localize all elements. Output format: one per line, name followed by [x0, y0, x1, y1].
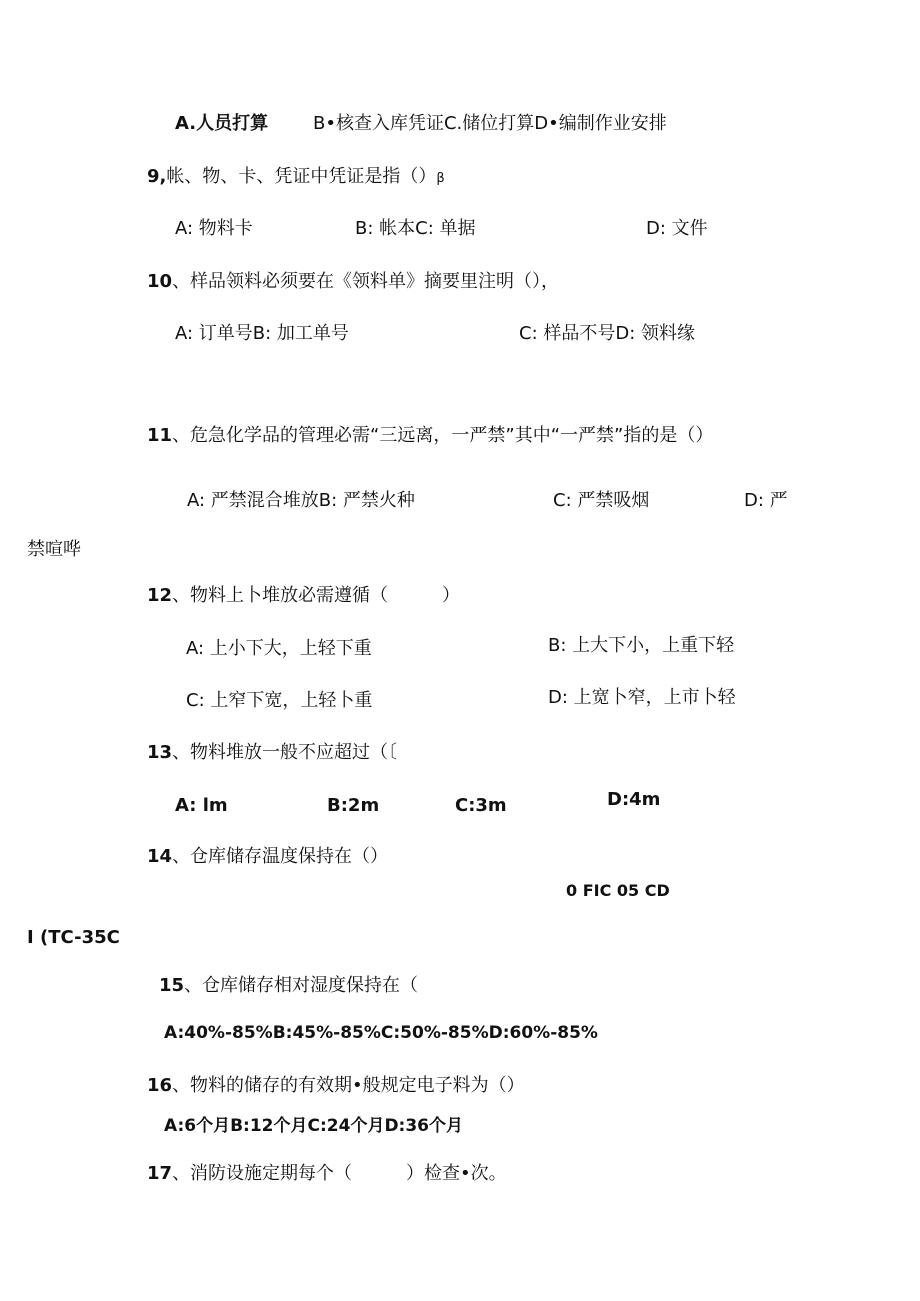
- q8-options-row-2: [313, 112, 667, 136]
- q13-text: 、物料堆放一般不应超过（〔: [172, 742, 398, 763]
- q11-number: 11: [147, 425, 173, 446]
- q10-option-a: A: 订单号: [175, 323, 253, 344]
- q13-number: 13: [147, 742, 173, 763]
- q13-option-a: A: lm: [175, 795, 228, 816]
- q17-number: 17: [147, 1163, 173, 1184]
- q12-question: [147, 584, 460, 608]
- q9-option-d: D: 文件: [646, 218, 708, 239]
- q13-question: [147, 741, 397, 765]
- q8-options-row: [175, 112, 268, 136]
- q10-number: 10: [147, 271, 173, 292]
- q14-cut-text-inner: 0 FIC 05 CD: [566, 881, 670, 900]
- q11-option-b: B: 严禁火种: [318, 490, 415, 511]
- q14-question: [147, 845, 388, 869]
- q13-option-c: C:3m: [455, 795, 507, 816]
- q16-number: 16: [147, 1075, 173, 1096]
- q12-number: 12: [147, 585, 173, 606]
- q14-answer: I (TC-35C: [27, 927, 120, 948]
- q9-text: 帐、物、卡、凭证中凭证是指（）: [166, 166, 437, 187]
- q10-option-d: D: 领料缘: [615, 323, 696, 344]
- q9-options-bc: [355, 217, 476, 241]
- q14-number: 14: [147, 846, 173, 867]
- q17-question: [147, 1162, 507, 1186]
- q15-question: [159, 974, 418, 994]
- q13-option-d: D:4m: [607, 789, 661, 810]
- q9-option-a: A: 物料卡: [175, 218, 253, 239]
- q10-option-c: C: 样品不号: [519, 323, 616, 344]
- q11-text: 、危急化学品的管理必需“三远离，一严禁”其中“一严禁”指的是（）: [172, 425, 714, 446]
- q14-cut-text: [566, 881, 670, 900]
- q8-option-d: D•编制作业安排: [534, 113, 667, 134]
- q12-text: 、物料上卜堆放必需遵循（ ）: [172, 585, 461, 606]
- q12-option-b: B: 上大下小，上重下轻: [548, 635, 735, 656]
- q9-option-b: B: 帐本: [355, 218, 416, 239]
- q9-option-c: C: 单据: [415, 218, 476, 239]
- q15-options: A:40%-85%B:45%-85%C:50%-85%D:60%-85%: [164, 1023, 598, 1043]
- q11-options-ab: [187, 489, 415, 513]
- q10-option-b: B: 加工单号: [252, 323, 349, 344]
- q10-text: 、样品领料必须要在《领料单》摘要里注明（），: [172, 271, 560, 292]
- q8-option-a: A.人员打算: [175, 113, 269, 134]
- q15-number: 15: [159, 975, 185, 996]
- q12-option-a: A: 上小下大，上轻下重: [186, 638, 372, 659]
- q11-option-d: D: 严: [744, 490, 788, 511]
- q9-suffix: β: [436, 171, 445, 186]
- q16-question: [147, 1074, 525, 1096]
- q9-question: [147, 165, 445, 191]
- q10-question: [147, 270, 559, 294]
- q14-text: 、仓库储存温度保持在（）: [172, 846, 389, 867]
- q11-option-c: C: 严禁吸烟: [553, 490, 650, 511]
- q9-number: 9,: [147, 166, 167, 187]
- q15-text: 、仓库储存相对湿度保持在（: [184, 975, 419, 996]
- q13-option-b: B:2m: [327, 795, 380, 816]
- q8-option-c: C.储位打算: [443, 113, 535, 134]
- q11-question: [147, 424, 713, 448]
- q12-option-c: C: 上窄下宽，上轻卜重: [186, 690, 373, 711]
- q10-options-cd: [519, 322, 695, 346]
- q10-options-ab: [175, 322, 349, 346]
- q17-text: 、消防设施定期每个（ ）检查•次。: [172, 1163, 507, 1184]
- q8-option-b: B•核查入库凭证: [313, 113, 444, 134]
- q12-option-d: D: 上宽卜窄，上市卜轻: [548, 687, 736, 708]
- q11-option-a: A: 严禁混合堆放: [187, 490, 319, 511]
- q16-options: A:6个月B:12个月C:24个月D:36个月: [164, 1116, 464, 1136]
- q16-text: 、物料的储存的有效期•般规定电子料为（）: [172, 1075, 525, 1096]
- q11-continuation: 禁喧哗: [27, 539, 81, 560]
